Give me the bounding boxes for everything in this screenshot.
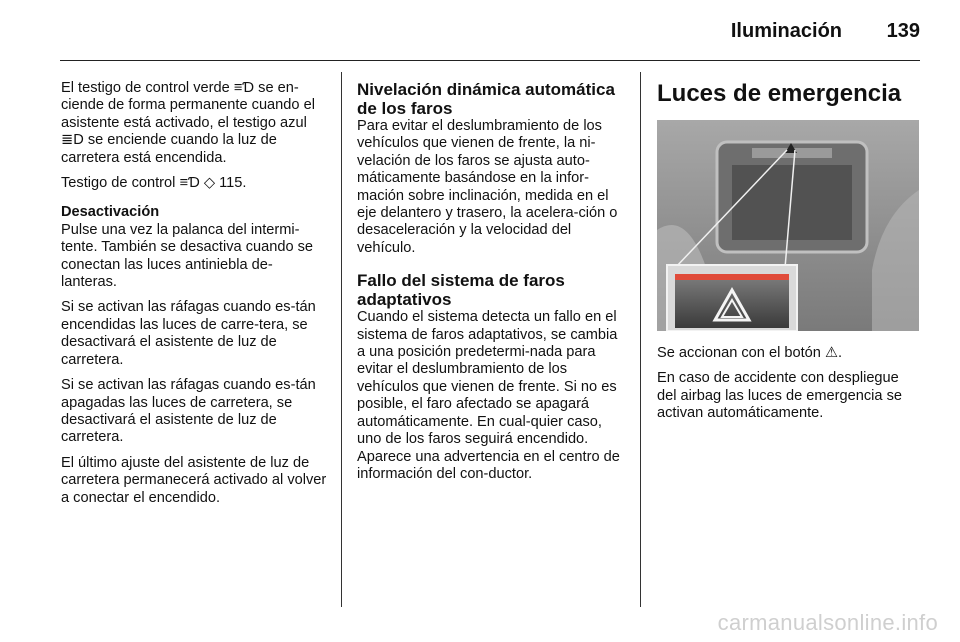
- heading-luces-emergencia: Luces de emergencia: [657, 80, 902, 107]
- column-2: [357, 80, 624, 491]
- paragraph: Pulse una vez la palanca del intermi-tente. También se desactiva cuando se conectan las luces antiniebla de-lanteras.: [61, 221, 314, 291]
- paragraph: En caso de accidente con despliegue del airbag las luces de emergencia se activan automáticamente.: [657, 370, 902, 422]
- paragraph: Si se activan las ráfagas cuando es-tán encendidas las luces de carre-tera, se desactivará el asistente de luz de carretera.: [61, 299, 316, 368]
- subheading-desactivacion: Desactivación: [61, 204, 160, 221]
- heading-nivelacion: Nivelación dinámica automática de los faros: [357, 80, 615, 118]
- column-1: [61, 80, 328, 515]
- page-number: 139: [886, 20, 920, 42]
- paragraph: Si se activan las ráfagas cuando es-tán apagadas las luces de carretera, se desactivará el asistente de luz de carretera.: [61, 377, 316, 446]
- paragraph: El último ajuste del asistente de luz de carretera permanecerá activado al volver a conectar el encendido.: [61, 454, 327, 506]
- hazard-button-figure: [657, 120, 919, 331]
- header-rule: [60, 60, 920, 61]
- hazard-button-illustration-icon: [657, 120, 919, 331]
- column-divider: [640, 72, 641, 607]
- paragraph: Se accionan con el botón ⚠.: [657, 345, 843, 361]
- paragraph: El testigo de control verde ≡Ɗ se en-ciende de forma permanente cuando el asistente está activado, el testigo azul ≣D se enciende cuando la luz de carretera está encendida.: [61, 80, 315, 166]
- watermark: carmanualsonline.info: [717, 610, 938, 635]
- paragraph: Testigo de control ≡Ɗ ◇ 115.: [61, 175, 247, 192]
- page-header: [60, 18, 920, 48]
- column-divider: [341, 72, 342, 607]
- heading-fallo: Fallo del sistema de faros adaptativos: [357, 271, 565, 310]
- paragraph: Cuando el sistema detecta un fallo en el sistema de faros adaptativos, se cambia a una posición predetermi-nada para evitar el deslumbramiento de los vehículos que vienen de frente. Si no es posible, el faro afectado se apagará automáticamente. En cual-quier caso, uno de los faros seguirá encendido. Aparece una advertencia en el centro de información del con-ductor.: [357, 309, 620, 482]
- paragraph: Para evitar el deslumbramiento de los vehículos que vienen de frente, la ni-velación de los faros se ajusta auto-máticamente basándose en la infor-mación sobre inclinación, medida en el eje delantero y trasero, la acelera-ción o desaceleración y la velocidad del vehículo.: [357, 118, 618, 256]
- column-3: [657, 80, 921, 431]
- section-title: Iluminación: [730, 20, 842, 42]
